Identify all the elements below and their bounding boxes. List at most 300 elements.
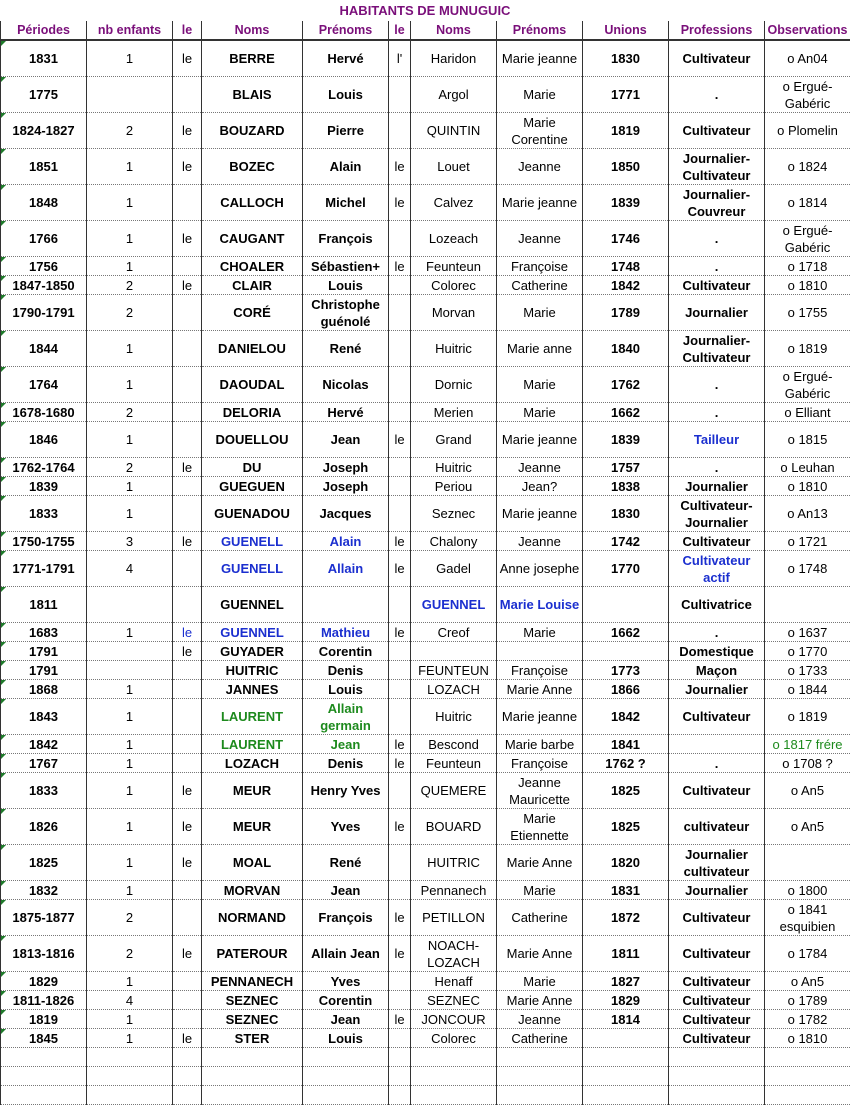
period-cell[interactable]: 1790-1791 [1, 295, 87, 331]
article-cell[interactable]: le [389, 900, 411, 936]
profession-cell[interactable]: Journalier-Cultivateur [669, 149, 765, 185]
period-cell[interactable]: 1826 [1, 809, 87, 845]
surname-cell[interactable]: PENNANECH [202, 972, 303, 991]
surname-cell[interactable]: BOUZARD [202, 113, 303, 149]
firstname-cell[interactable]: René [303, 331, 389, 367]
empty-cell[interactable] [497, 1067, 583, 1086]
spouse-firstname-cell[interactable]: Marie jeanne [497, 422, 583, 458]
children-count-cell[interactable]: 1 [87, 422, 173, 458]
spouse-firstname-cell[interactable]: Marie [497, 623, 583, 642]
union-year-cell[interactable]: 1814 [583, 1010, 669, 1029]
spouse-firstname-cell[interactable]: Marie [497, 295, 583, 331]
header-cell[interactable]: Observations [765, 21, 850, 40]
union-year-cell[interactable]: 1748 [583, 257, 669, 276]
profession-cell[interactable]: . [669, 367, 765, 403]
children-count-cell[interactable] [87, 587, 173, 623]
spouse-surname-cell[interactable]: Morvan [411, 295, 497, 331]
spouse-firstname-cell[interactable]: Marie [497, 77, 583, 113]
period-cell[interactable]: 1847-1850 [1, 276, 87, 295]
spouse-firstname-cell[interactable]: Marie [497, 972, 583, 991]
article-cell[interactable]: le [173, 623, 202, 642]
period-cell[interactable]: 1825 [1, 845, 87, 881]
spouse-surname-cell[interactable]: Seznec [411, 496, 497, 532]
firstname-cell[interactable]: Allain germain [303, 699, 389, 735]
profession-cell[interactable]: Domestique [669, 642, 765, 661]
surname-cell[interactable]: BOZEC [202, 149, 303, 185]
article-cell[interactable]: le [173, 845, 202, 881]
period-cell[interactable]: 1829 [1, 972, 87, 991]
period-cell[interactable]: 1791 [1, 661, 87, 680]
article-cell[interactable] [389, 276, 411, 295]
firstname-cell[interactable]: Alain [303, 532, 389, 551]
observation-cell[interactable]: o 1810 [765, 276, 850, 295]
article-cell[interactable] [389, 113, 411, 149]
spouse-surname-cell[interactable]: Lozeach [411, 221, 497, 257]
observation-cell[interactable]: o 1800 [765, 881, 850, 900]
spouse-firstname-cell[interactable]: Marie Anne [497, 845, 583, 881]
profession-cell[interactable]: Journalier-Couvreur [669, 185, 765, 221]
period-cell[interactable]: 1762-1764 [1, 458, 87, 477]
profession-cell[interactable]: Cultivateur actif [669, 551, 765, 587]
period-cell[interactable]: 1845 [1, 1029, 87, 1048]
surname-cell[interactable]: DELORIA [202, 403, 303, 422]
children-count-cell[interactable]: 1 [87, 773, 173, 809]
children-count-cell[interactable]: 4 [87, 551, 173, 587]
observation-cell[interactable]: o Ergué-Gabéric [765, 77, 850, 113]
article-cell[interactable]: le [389, 1010, 411, 1029]
period-cell[interactable]: 1764 [1, 367, 87, 403]
article-cell[interactable] [389, 331, 411, 367]
spouse-surname-cell[interactable]: Louet [411, 149, 497, 185]
spouse-firstname-cell[interactable]: Marie Louise [497, 587, 583, 623]
period-cell[interactable]: 1819 [1, 1010, 87, 1029]
union-year-cell[interactable]: 1771 [583, 77, 669, 113]
union-year-cell[interactable]: 1789 [583, 295, 669, 331]
article-cell[interactable] [173, 367, 202, 403]
firstname-cell[interactable]: René [303, 845, 389, 881]
spouse-surname-cell[interactable] [411, 642, 497, 661]
spouse-surname-cell[interactable]: Merien [411, 403, 497, 422]
article-cell[interactable] [389, 295, 411, 331]
surname-cell[interactable]: CLAIR [202, 276, 303, 295]
spouse-surname-cell[interactable]: FEUNTEUN [411, 661, 497, 680]
firstname-cell[interactable]: Jacques [303, 496, 389, 532]
union-year-cell[interactable]: 1830 [583, 496, 669, 532]
article-cell[interactable] [389, 881, 411, 900]
spouse-firstname-cell[interactable]: Catherine [497, 1029, 583, 1048]
firstname-cell[interactable]: Jean [303, 422, 389, 458]
children-count-cell[interactable]: 1 [87, 185, 173, 221]
observation-cell[interactable]: o An5 [765, 809, 850, 845]
spouse-firstname-cell[interactable]: Jean? [497, 477, 583, 496]
observation-cell[interactable]: o 1810 [765, 477, 850, 496]
article-cell[interactable]: le [389, 754, 411, 773]
union-year-cell[interactable]: 1831 [583, 881, 669, 900]
firstname-cell[interactable]: Denis [303, 754, 389, 773]
children-count-cell[interactable]: 1 [87, 972, 173, 991]
spouse-firstname-cell[interactable]: Jeanne [497, 149, 583, 185]
surname-cell[interactable]: CALLOCH [202, 185, 303, 221]
article-cell[interactable] [173, 991, 202, 1010]
surname-cell[interactable]: LOZACH [202, 754, 303, 773]
firstname-cell[interactable]: Louis [303, 77, 389, 113]
children-count-cell[interactable]: 2 [87, 113, 173, 149]
article-cell[interactable]: le [389, 257, 411, 276]
spouse-surname-cell[interactable]: GUENNEL [411, 587, 497, 623]
firstname-cell[interactable]: Jean [303, 881, 389, 900]
profession-cell[interactable]: Cultivateur [669, 972, 765, 991]
spouse-surname-cell[interactable]: QUINTIN [411, 113, 497, 149]
union-year-cell[interactable]: 1866 [583, 680, 669, 699]
article-cell[interactable] [173, 661, 202, 680]
article-cell[interactable] [173, 881, 202, 900]
article-cell[interactable]: le [173, 532, 202, 551]
union-year-cell[interactable]: 1838 [583, 477, 669, 496]
profession-cell[interactable]: Journalier [669, 295, 765, 331]
observation-cell[interactable]: o 1784 [765, 936, 850, 972]
header-cell[interactable]: Noms [202, 21, 303, 40]
surname-cell[interactable]: GUEGUEN [202, 477, 303, 496]
profession-cell[interactable]: Maçon [669, 661, 765, 680]
profession-cell[interactable]: cultivateur [669, 809, 765, 845]
period-cell[interactable]: 1875-1877 [1, 900, 87, 936]
children-count-cell[interactable]: 1 [87, 845, 173, 881]
profession-cell[interactable]: Tailleur [669, 422, 765, 458]
firstname-cell[interactable]: Nicolas [303, 367, 389, 403]
firstname-cell[interactable]: Jean [303, 735, 389, 754]
observation-cell[interactable]: o 1770 [765, 642, 850, 661]
union-year-cell[interactable] [583, 587, 669, 623]
observation-cell[interactable]: o 1817 frére [765, 735, 850, 754]
children-count-cell[interactable]: 1 [87, 367, 173, 403]
observation-cell[interactable]: o 1789 [765, 991, 850, 1010]
period-cell[interactable]: 1791 [1, 642, 87, 661]
observation-cell[interactable]: o 1748 [765, 551, 850, 587]
profession-cell[interactable]: . [669, 257, 765, 276]
union-year-cell[interactable]: 1839 [583, 185, 669, 221]
empty-cell[interactable] [173, 1048, 202, 1067]
children-count-cell[interactable]: 1 [87, 735, 173, 754]
profession-cell[interactable] [669, 735, 765, 754]
union-year-cell[interactable]: 1770 [583, 551, 669, 587]
spouse-firstname-cell[interactable]: Marie Anne [497, 936, 583, 972]
profession-cell[interactable]: Journalier cultivateur [669, 845, 765, 881]
period-cell[interactable]: 1846 [1, 422, 87, 458]
spouse-firstname-cell[interactable]: Marie [497, 367, 583, 403]
empty-cell[interactable] [669, 1067, 765, 1086]
firstname-cell[interactable]: François [303, 900, 389, 936]
article-cell[interactable] [173, 972, 202, 991]
surname-cell[interactable]: LAURENT [202, 699, 303, 735]
empty-cell[interactable] [87, 1086, 173, 1105]
profession-cell[interactable]: Cultivateur [669, 1010, 765, 1029]
children-count-cell[interactable]: 1 [87, 881, 173, 900]
article-cell[interactable] [389, 991, 411, 1010]
firstname-cell[interactable]: Louis [303, 276, 389, 295]
firstname-cell[interactable]: Michel [303, 185, 389, 221]
children-count-cell[interactable]: 2 [87, 458, 173, 477]
observation-cell[interactable]: o 1810 [765, 1029, 850, 1048]
surname-cell[interactable]: GUENNEL [202, 623, 303, 642]
article-cell[interactable] [173, 699, 202, 735]
profession-cell[interactable]: Cultivateur [669, 900, 765, 936]
period-cell[interactable]: 1851 [1, 149, 87, 185]
children-count-cell[interactable] [87, 661, 173, 680]
profession-cell[interactable]: Journalier-Cultivateur [669, 331, 765, 367]
article-cell[interactable] [389, 699, 411, 735]
article-cell[interactable] [389, 458, 411, 477]
article-cell[interactable] [389, 496, 411, 532]
observation-cell[interactable]: o 1819 [765, 699, 850, 735]
children-count-cell[interactable]: 2 [87, 295, 173, 331]
children-count-cell[interactable]: 1 [87, 699, 173, 735]
article-cell[interactable] [389, 845, 411, 881]
article-cell[interactable] [173, 754, 202, 773]
profession-cell[interactable]: Cultivateur [669, 699, 765, 735]
observation-cell[interactable]: o Elliant [765, 403, 850, 422]
observation-cell[interactable]: o 1637 [765, 623, 850, 642]
spouse-surname-cell[interactable]: Dornic [411, 367, 497, 403]
union-year-cell[interactable]: 1842 [583, 276, 669, 295]
profession-cell[interactable]: . [669, 623, 765, 642]
empty-cell[interactable] [202, 1048, 303, 1067]
article-cell[interactable] [389, 773, 411, 809]
firstname-cell[interactable]: Louis [303, 1029, 389, 1048]
spouse-firstname-cell[interactable]: Catherine [497, 900, 583, 936]
spouse-firstname-cell[interactable]: Marie Anne [497, 680, 583, 699]
profession-cell[interactable]: Journalier [669, 477, 765, 496]
observation-cell[interactable]: o 1815 [765, 422, 850, 458]
article-cell[interactable]: le [173, 1029, 202, 1048]
header-cell[interactable]: Noms [411, 21, 497, 40]
period-cell[interactable]: 1848 [1, 185, 87, 221]
surname-cell[interactable]: HUITRIC [202, 661, 303, 680]
union-year-cell[interactable]: 1825 [583, 809, 669, 845]
article-cell[interactable]: le [173, 773, 202, 809]
children-count-cell[interactable]: 1 [87, 809, 173, 845]
children-count-cell[interactable]: 1 [87, 496, 173, 532]
empty-cell[interactable] [583, 1048, 669, 1067]
children-count-cell[interactable]: 2 [87, 403, 173, 422]
observation-cell[interactable]: o 1814 [765, 185, 850, 221]
spouse-firstname-cell[interactable]: Françoise [497, 661, 583, 680]
article-cell[interactable] [173, 1010, 202, 1029]
article-cell[interactable]: le [173, 458, 202, 477]
article-cell[interactable] [389, 587, 411, 623]
children-count-cell[interactable]: 1 [87, 680, 173, 699]
article-cell[interactable]: le [389, 735, 411, 754]
header-cell[interactable]: nb enfants [87, 21, 173, 40]
article-cell[interactable]: le [173, 40, 202, 77]
empty-cell[interactable] [1, 1086, 87, 1105]
period-cell[interactable]: 1771-1791 [1, 551, 87, 587]
spouse-surname-cell[interactable]: Bescond [411, 735, 497, 754]
article-cell[interactable]: le [389, 422, 411, 458]
spouse-surname-cell[interactable]: PETILLON [411, 900, 497, 936]
surname-cell[interactable]: STER [202, 1029, 303, 1048]
spouse-firstname-cell[interactable]: Françoise [497, 754, 583, 773]
surname-cell[interactable]: GUENADOU [202, 496, 303, 532]
header-cell[interactable]: le [389, 21, 411, 40]
union-year-cell[interactable]: 1829 [583, 991, 669, 1010]
union-year-cell[interactable]: 1762 ? [583, 754, 669, 773]
observation-cell[interactable]: o Leuhan [765, 458, 850, 477]
spouse-surname-cell[interactable]: Colorec [411, 276, 497, 295]
profession-cell[interactable]: Cultivateur [669, 532, 765, 551]
empty-cell[interactable] [765, 1067, 850, 1086]
children-count-cell[interactable]: 1 [87, 221, 173, 257]
observation-cell[interactable]: o 1819 [765, 331, 850, 367]
surname-cell[interactable]: BLAIS [202, 77, 303, 113]
observation-cell[interactable]: o 1708 ? [765, 754, 850, 773]
spouse-firstname-cell[interactable]: Anne josephe [497, 551, 583, 587]
period-cell[interactable]: 1831 [1, 40, 87, 77]
children-count-cell[interactable]: 1 [87, 1029, 173, 1048]
empty-cell[interactable] [202, 1067, 303, 1086]
profession-cell[interactable]: Cultivateur [669, 113, 765, 149]
firstname-cell[interactable]: Hervé [303, 403, 389, 422]
empty-cell[interactable] [87, 1048, 173, 1067]
union-year-cell[interactable]: 1811 [583, 936, 669, 972]
article-cell[interactable] [389, 221, 411, 257]
article-cell[interactable] [173, 680, 202, 699]
firstname-cell[interactable]: Louis [303, 680, 389, 699]
union-year-cell[interactable]: 1762 [583, 367, 669, 403]
article-cell[interactable] [389, 642, 411, 661]
period-cell[interactable]: 1833 [1, 773, 87, 809]
children-count-cell[interactable]: 1 [87, 40, 173, 77]
empty-cell[interactable] [87, 1067, 173, 1086]
empty-cell[interactable] [765, 1048, 850, 1067]
spouse-firstname-cell[interactable]: Marie Etiennette [497, 809, 583, 845]
observation-cell[interactable] [765, 845, 850, 881]
spouse-firstname-cell[interactable]: Marie anne [497, 331, 583, 367]
spouse-surname-cell[interactable]: Feunteun [411, 257, 497, 276]
empty-cell[interactable] [389, 1086, 411, 1105]
children-count-cell[interactable]: 1 [87, 331, 173, 367]
article-cell[interactable] [389, 477, 411, 496]
profession-cell[interactable]: . [669, 754, 765, 773]
spouse-firstname-cell[interactable]: Jeanne [497, 532, 583, 551]
period-cell[interactable]: 1842 [1, 735, 87, 754]
empty-cell[interactable] [583, 1067, 669, 1086]
children-count-cell[interactable]: 2 [87, 936, 173, 972]
union-year-cell[interactable]: 1662 [583, 403, 669, 422]
empty-cell[interactable] [303, 1067, 389, 1086]
article-cell[interactable]: le [389, 185, 411, 221]
empty-cell[interactable] [411, 1086, 497, 1105]
observation-cell[interactable]: o Ergué-Gabéric [765, 221, 850, 257]
spouse-firstname-cell[interactable]: Marie barbe [497, 735, 583, 754]
firstname-cell[interactable]: Joseph [303, 477, 389, 496]
article-cell[interactable]: le [173, 809, 202, 845]
article-cell[interactable]: le [173, 221, 202, 257]
surname-cell[interactable]: GUYADER [202, 642, 303, 661]
article-cell[interactable] [389, 367, 411, 403]
article-cell[interactable]: le [389, 936, 411, 972]
union-year-cell[interactable]: 1742 [583, 532, 669, 551]
article-cell[interactable] [173, 496, 202, 532]
article-cell[interactable]: le [389, 623, 411, 642]
children-count-cell[interactable]: 1 [87, 257, 173, 276]
spouse-firstname-cell[interactable] [497, 642, 583, 661]
period-cell[interactable]: 1844 [1, 331, 87, 367]
firstname-cell[interactable]: Jean [303, 1010, 389, 1029]
children-count-cell[interactable]: 2 [87, 900, 173, 936]
spouse-firstname-cell[interactable]: Marie jeanne [497, 40, 583, 77]
union-year-cell[interactable]: 1746 [583, 221, 669, 257]
surname-cell[interactable]: MOAL [202, 845, 303, 881]
observation-cell[interactable]: o 1824 [765, 149, 850, 185]
firstname-cell[interactable]: Mathieu [303, 623, 389, 642]
article-cell[interactable] [173, 735, 202, 754]
article-cell[interactable]: le [389, 532, 411, 551]
article-cell[interactable] [173, 551, 202, 587]
profession-cell[interactable]: . [669, 403, 765, 422]
spouse-surname-cell[interactable]: Calvez [411, 185, 497, 221]
union-year-cell[interactable]: 1842 [583, 699, 669, 735]
article-cell[interactable]: le [173, 149, 202, 185]
spouse-firstname-cell[interactable]: Marie Anne [497, 991, 583, 1010]
article-cell[interactable] [173, 295, 202, 331]
firstname-cell[interactable]: Allain Jean [303, 936, 389, 972]
period-cell[interactable]: 1678-1680 [1, 403, 87, 422]
firstname-cell[interactable]: François [303, 221, 389, 257]
article-cell[interactable]: le [389, 551, 411, 587]
surname-cell[interactable]: CAUGANT [202, 221, 303, 257]
observation-cell[interactable]: o Plomelin [765, 113, 850, 149]
article-cell[interactable]: le [173, 113, 202, 149]
spouse-surname-cell[interactable]: LOZACH [411, 680, 497, 699]
union-year-cell[interactable]: 1840 [583, 331, 669, 367]
spouse-firstname-cell[interactable]: Marie [497, 403, 583, 422]
spouse-surname-cell[interactable]: NOACH-LOZACH [411, 936, 497, 972]
children-count-cell[interactable]: 2 [87, 276, 173, 295]
observation-cell[interactable]: o Ergué-Gabéric [765, 367, 850, 403]
header-cell[interactable]: Unions [583, 21, 669, 40]
surname-cell[interactable]: CORÉ [202, 295, 303, 331]
observation-cell[interactable]: o An5 [765, 773, 850, 809]
firstname-cell[interactable]: Allain [303, 551, 389, 587]
spouse-surname-cell[interactable]: Feunteun [411, 754, 497, 773]
spouse-firstname-cell[interactable]: Jeanne [497, 221, 583, 257]
empty-cell[interactable] [303, 1086, 389, 1105]
period-cell[interactable]: 1756 [1, 257, 87, 276]
surname-cell[interactable]: MORVAN [202, 881, 303, 900]
surname-cell[interactable]: PATEROUR [202, 936, 303, 972]
firstname-cell[interactable] [303, 587, 389, 623]
surname-cell[interactable]: MEUR [202, 773, 303, 809]
spouse-surname-cell[interactable]: BOUARD [411, 809, 497, 845]
period-cell[interactable]: 1683 [1, 623, 87, 642]
surname-cell[interactable]: DANIELOU [202, 331, 303, 367]
observation-cell[interactable]: o 1721 [765, 532, 850, 551]
spouse-firstname-cell[interactable]: Jeanne Mauricette [497, 773, 583, 809]
spouse-firstname-cell[interactable]: Marie Corentine [497, 113, 583, 149]
spouse-surname-cell[interactable]: HUITRIC [411, 845, 497, 881]
empty-cell[interactable] [765, 1086, 850, 1105]
spouse-surname-cell[interactable]: JONCOUR [411, 1010, 497, 1029]
spouse-surname-cell[interactable]: Creof [411, 623, 497, 642]
article-cell[interactable]: le [173, 642, 202, 661]
article-cell[interactable]: le [173, 276, 202, 295]
profession-cell[interactable]: Cultivatrice [669, 587, 765, 623]
spouse-firstname-cell[interactable]: Jeanne [497, 458, 583, 477]
children-count-cell[interactable]: 1 [87, 477, 173, 496]
header-cell[interactable]: Périodes [1, 21, 87, 40]
article-cell[interactable] [173, 477, 202, 496]
spouse-surname-cell[interactable]: Grand [411, 422, 497, 458]
